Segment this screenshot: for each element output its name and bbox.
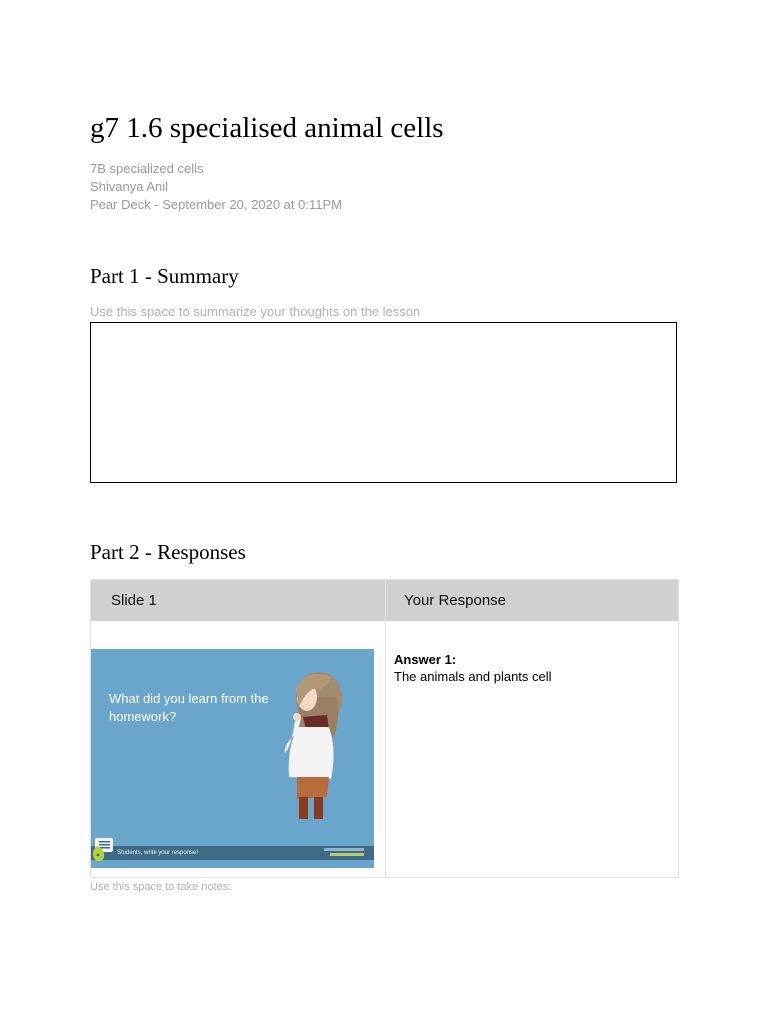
slide-question: What did you learn from the homework? xyxy=(109,691,269,724)
notes-hint: Use this space to take notes: xyxy=(90,881,232,893)
document-title: g7 1.6 specialised animal cells xyxy=(90,112,444,144)
student-name: Shivanya Anil xyxy=(90,179,169,194)
responses-table xyxy=(90,579,679,878)
pear-deck-logo xyxy=(91,836,115,864)
part2-heading: Part 2 - Responses xyxy=(90,540,246,564)
slide-footer-mark xyxy=(324,848,364,851)
source-date: Pear Deck - September 20, 2020 at 0:11PM xyxy=(90,197,342,212)
header-response: Your Response xyxy=(404,592,507,609)
slide-footer-mark xyxy=(330,853,364,856)
summary-hint: Use this space to summarize your thoughts on the lesson xyxy=(90,304,421,319)
summary-box[interactable] xyxy=(90,322,677,483)
document-meta xyxy=(90,160,342,214)
slide-footer xyxy=(91,846,374,860)
answer-text: The animals and plants cell xyxy=(394,669,552,684)
slide-thumbnail xyxy=(91,649,374,868)
class-name: 7B specialized cells xyxy=(90,161,204,176)
answer-block xyxy=(394,651,664,685)
student-illustration xyxy=(91,649,374,868)
part1-heading: Part 1 - Summary xyxy=(90,264,239,288)
slide-footer-prompt: Students, write your response! xyxy=(117,850,199,856)
column-divider xyxy=(385,580,386,877)
answer-label: Answer 1: xyxy=(394,652,457,667)
header-slide: Slide 1 xyxy=(111,592,157,609)
